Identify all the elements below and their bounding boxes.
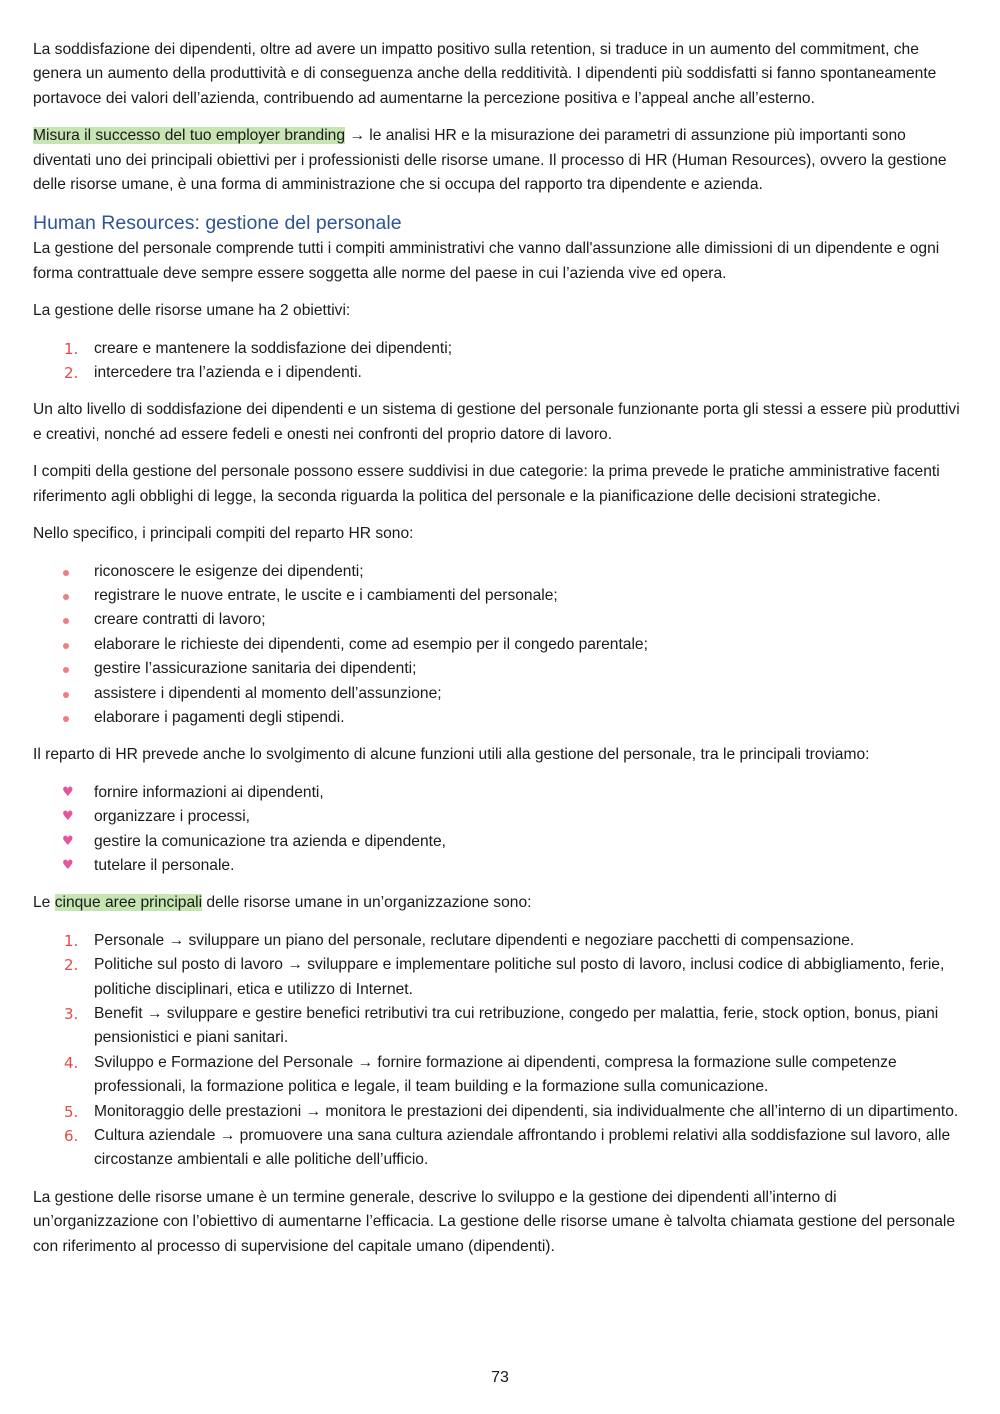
bullet-dot-icon — [63, 618, 69, 624]
list-item — [33, 830, 966, 854]
list-item-text: Politiche sul posto di lavoro → sviluppare e implementare politiche sul posto di lavoro, inclusi codice di abbigliamento, ferie, politiche disciplinari, etica e utilizzo di Internet. — [94, 956, 945, 998]
list-number: 2. — [64, 956, 79, 975]
list-item — [33, 781, 966, 805]
heart-bullet-icon: ♥ — [62, 857, 74, 873]
list-number: 1. — [64, 339, 79, 358]
list-item — [33, 657, 966, 681]
tasks-intro: Nello specifico, i principali compiti del reparto HR sono: — [33, 525, 414, 543]
list-item-text: gestire la comunicazione tra azienda e dipendente, — [94, 832, 446, 850]
list-item — [33, 1002, 966, 1051]
list-item-text: elaborare le richieste dei dipendenti, come ad esempio per il congedo parentale; — [94, 635, 648, 653]
list-item — [33, 953, 966, 1002]
paragraph-text: delle risorse umane in un’organizzazione sono: — [202, 894, 532, 912]
closing-paragraph: La gestione delle risorse umane è un termine generale, descrive lo sviluppo e la gestione dei dipendenti all’interno di un’organizzazione con l’obiettivo di aumentarne l’efficacia. La gestione delle risorse umane è talvolta chiamata gestione del personale con riferimento al processo di supervisione del capitale umano (dipendenti). — [33, 1188, 956, 1255]
list-item-text: Monitoraggio delle prestazioni → monitora le prestazioni dei dipendenti, sia individualmente che all’interno di un dipartimento. — [94, 1102, 959, 1120]
paragraph-text: Le — [33, 894, 55, 912]
list-number: 1. — [64, 931, 79, 950]
list-item-text: Benefit → sviluppare e gestire benefici retributivi tra cui retribuzione, congedo per malattia, ferie, stock option, bonus, piani pensionistici e piani sanitari. — [94, 1005, 939, 1047]
objectives-intro: La gestione delle risorse umane ha 2 obiettivi: — [33, 302, 351, 320]
list-item — [33, 1100, 966, 1124]
list-item — [33, 1124, 966, 1173]
objectives-list — [33, 337, 966, 386]
areas-intro — [33, 891, 966, 915]
bullet-dot-icon — [63, 692, 69, 698]
personnel-management-paragraph: La gestione del personale comprende tutti i compiti amministrativi che vanno dall'assunzione alle dimissioni di un dipendente e ogni forma contrattuale deve sempre essere soggetta alle norme del paese in cui l’azienda vive ed opera. — [33, 240, 940, 282]
list-item-text: organizzare i processi, — [94, 808, 251, 826]
list-item-text: assistere i dipendenti al momento dell’assunzione; — [94, 684, 442, 702]
functions-intro: Il reparto di HR prevede anche lo svolgimento di alcune funzioni utili alla gestione del personale, tra le principali troviamo: — [33, 746, 870, 764]
list-item — [33, 1051, 966, 1100]
list-item — [33, 560, 966, 584]
functions-list — [33, 781, 966, 879]
list-item — [33, 929, 966, 953]
bullet-dot-icon — [63, 594, 69, 600]
list-item — [33, 682, 966, 706]
task-categories-paragraph: I compiti della gestione del personale possono essere suddivisi in due categorie: la prima prevede le pratiche amministrative facenti riferimento agli obblighi di legge, la seconda riguarda la politica del personale e la pianificazione delle decisioni strategiche. — [33, 463, 940, 505]
employer-branding-paragraph — [33, 124, 966, 197]
heart-bullet-icon: ♥ — [62, 784, 74, 800]
list-item-text: registrare le nuove entrate, le uscite e i cambiamenti del personale; — [94, 586, 558, 604]
list-item-text: elaborare i pagamenti degli stipendi. — [94, 708, 345, 726]
highlighted-phrase: cinque aree principali — [54, 894, 203, 912]
heart-bullet-icon: ♥ — [62, 833, 74, 849]
bullet-dot-icon — [63, 643, 69, 649]
list-item-text: creare e mantenere la soddisfazione dei dipendenti; — [94, 339, 453, 357]
list-item — [33, 337, 966, 361]
list-item — [33, 706, 966, 730]
areas-list — [33, 929, 966, 1173]
list-item — [33, 361, 966, 385]
list-number: 2. — [64, 364, 79, 383]
list-item-text: riconoscere le esigenze dei dipendenti; — [94, 562, 364, 580]
bullet-dot-icon — [63, 570, 69, 576]
section-heading: Human Resources: gestione del personale — [33, 212, 402, 235]
page-number: 73 — [491, 1369, 509, 1386]
list-item — [33, 584, 966, 608]
list-item-text: gestire l’assicurazione sanitaria dei dipendenti; — [94, 660, 417, 678]
heart-bullet-icon: ♥ — [62, 809, 74, 825]
highlighted-phrase: Misura il successo del tuo employer branding — [33, 127, 346, 145]
list-item-text: Sviluppo e Formazione del Personale → fornire formazione ai dipendenti, compresa la formazione sulle competenze professionali, la formazione politica e legale, il team building e la formazione sulla comunicazione. — [94, 1053, 897, 1096]
list-item-text: Cultura aziendale → promuovere una sana cultura aziendale affrontando i problemi relativi alla soddisfazione sul lavoro, alle circostanze ambientali e alle politiche dell’ufficio. — [94, 1127, 951, 1169]
list-item — [33, 633, 966, 657]
list-item-text: intercedere tra l’azienda e i dipendenti. — [94, 364, 362, 382]
bullet-dot-icon — [63, 667, 69, 673]
list-number: 6. — [64, 1127, 79, 1146]
paragraph-text: → le analisi HR e la misurazione dei parametri di assunzione più importanti sono diventati uno dei principali obiettivi per i professionisti delle risorse umane. Il processo di HR (Human Resources), ovvero la gestione delle risorse umane, è una forma di amministrazione che si occupa del rapporto tra dipendente e azienda. — [33, 127, 947, 194]
list-item-text: creare contratti di lavoro; — [94, 611, 266, 629]
list-item-text: tutelare il personale. — [94, 856, 235, 874]
bullet-dot-icon — [63, 716, 69, 722]
list-item — [33, 854, 966, 878]
list-number: 5. — [64, 1102, 79, 1121]
list-item-text: Personale → sviluppare un piano del personale, reclutare dipendenti e negoziare pacchetti di compensazione. — [94, 931, 855, 949]
list-item — [33, 608, 966, 632]
list-number: 3. — [64, 1005, 79, 1023]
list-item-text: fornire informazioni ai dipendenti, — [94, 783, 324, 801]
tasks-list — [33, 560, 966, 731]
list-number: 4. — [64, 1053, 79, 1072]
intro-paragraph: La soddisfazione dei dipendenti, oltre ad avere un impatto positivo sulla retention, si traduce in un aumento del commitment, che genera un aumento della produttività e di conseguenza anche della redditività. I dipendenti più soddisfatti si fanno spontaneamente portavoce dei valori dell’azienda, contribuendo ad aumentarne la percezione positiva e l’appeal anche all’esterno. — [33, 41, 937, 107]
list-item — [33, 805, 966, 829]
satisfaction-paragraph: Un alto livello di soddisfazione dei dipendenti e un sistema di gestione del personale funzionante porta gli stessi a essere più produttivi e creativi, nonché ad essere fedeli e onesti nei confronti del proprio datore di lavoro. — [33, 401, 960, 443]
